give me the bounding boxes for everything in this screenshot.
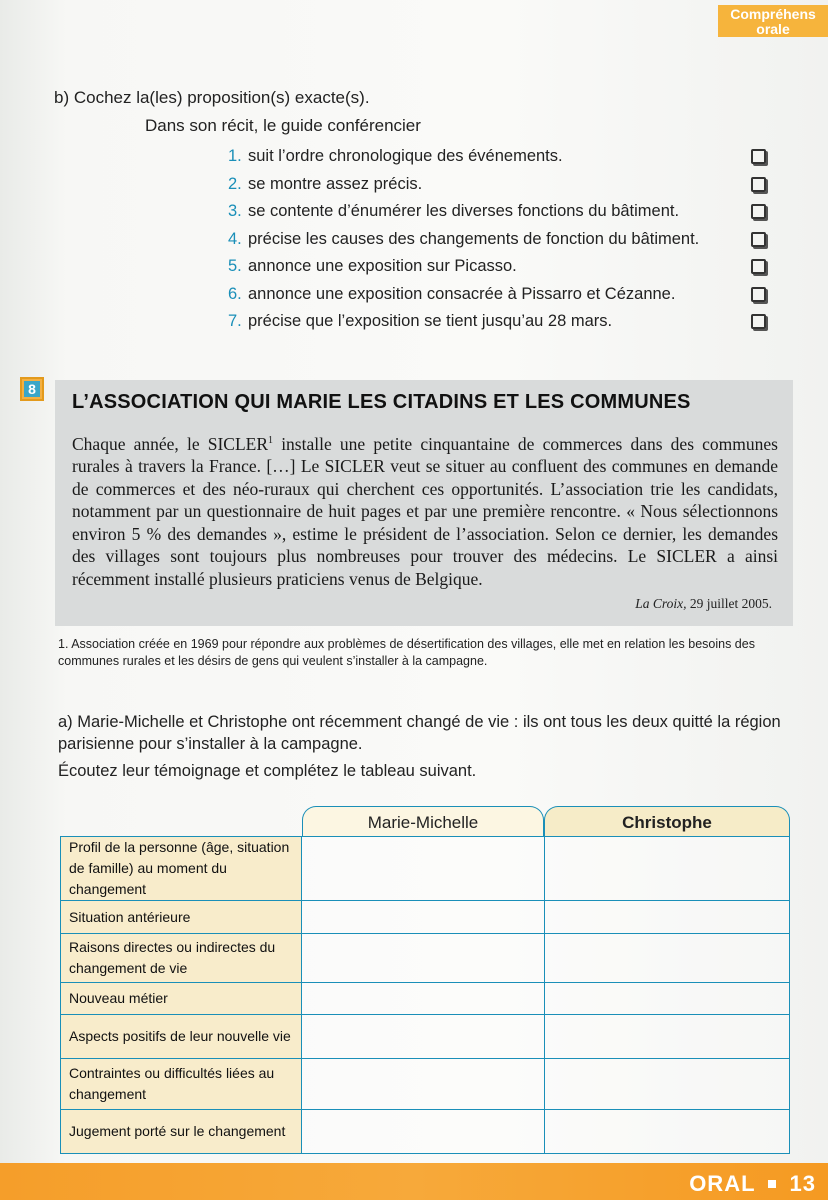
footer-section: ORAL xyxy=(689,1171,756,1196)
answer-cell-christophe[interactable] xyxy=(545,1110,790,1154)
answer-cell-marie-michelle[interactable] xyxy=(302,1110,545,1154)
answer-cell-christophe[interactable] xyxy=(545,934,790,983)
checkbox[interactable] xyxy=(751,149,766,164)
checkbox[interactable] xyxy=(751,204,766,219)
checkbox[interactable] xyxy=(751,177,766,192)
row-label: Profil de la personne (âge, situation de famille) au moment du changement xyxy=(61,837,302,901)
table-row xyxy=(61,934,790,983)
answer-cell-christophe[interactable] xyxy=(545,1059,790,1110)
option-number: 1. xyxy=(228,147,242,166)
checkbox[interactable] xyxy=(751,314,766,329)
option-text: se contente d’énumérer les diverses fonctions du bâtiment. xyxy=(248,202,680,221)
section-tab xyxy=(718,5,828,37)
question-a-instruction: Écoutez leur témoignage et complétez le tableau suivant. xyxy=(58,762,477,780)
column-header-marie-michelle: Marie-Michelle xyxy=(302,806,544,837)
answer-cell-marie-michelle[interactable] xyxy=(302,837,545,901)
section-tab-line2: orale xyxy=(756,21,790,37)
question-a-text: a) Marie-Michelle et Christophe ont récemment changé de vie : ils ont tous les deux quitté la région parisienne pour s’installer à la campagne. xyxy=(58,713,781,753)
answer-cell-christophe[interactable] xyxy=(545,983,790,1015)
footer xyxy=(689,1171,816,1197)
options-list xyxy=(228,143,768,336)
checkbox[interactable] xyxy=(751,259,766,274)
option-number: 6. xyxy=(228,284,242,303)
table-row xyxy=(61,1059,790,1110)
article-title: L’ASSOCIATION QUI MARIE LES CITADINS ET LES COMMUNES xyxy=(72,391,691,413)
table-row xyxy=(61,837,790,901)
answer-cell-marie-michelle[interactable] xyxy=(302,901,545,934)
table-row xyxy=(61,1015,790,1059)
option-text: se montre assez précis. xyxy=(248,174,423,193)
option-2 xyxy=(228,171,768,199)
answer-cell-marie-michelle[interactable] xyxy=(302,1059,545,1110)
option-text: précise que l’exposition se tient jusqu’au 28 mars. xyxy=(248,312,613,331)
column-header-christophe: Christophe xyxy=(544,806,790,837)
option-text: annonce une exposition sur Picasso. xyxy=(248,257,517,276)
row-label: Nouveau métier xyxy=(61,983,302,1015)
row-label: Raisons directes ou indirectes du changement de vie xyxy=(61,934,302,983)
option-3 xyxy=(228,198,768,226)
answer-cell-marie-michelle[interactable] xyxy=(302,983,545,1015)
answer-cell-christophe[interactable] xyxy=(545,837,790,901)
table-row xyxy=(61,901,790,934)
answer-table xyxy=(60,836,790,1154)
table-row xyxy=(61,1110,790,1154)
option-7 xyxy=(228,308,768,336)
square-bullet-icon xyxy=(768,1180,776,1188)
article-body-rest: installe une petite cinquantaine de commerces dans des communes rurales à travers la France. […] Le SICLER veut se situer au confluent des communes en demande de commerces et des néo-ruraux qui cherchent ces opportunités. L’association trie les candidats, notamment par un questionnaire de huit pages et par une première rencontre. « Nous sélectionnons environ 5 % des demandes », estime le président de l’association. Selon ce dernier, les demandes des villages sont toujours plus nombreuses pour trouver des médecins. Le SICLER a ainsi récemment installé plusieurs praticiens venus de Belgique. xyxy=(72,433,778,589)
row-label: Contraintes ou difficultés liées au changement xyxy=(61,1059,302,1110)
option-number: 2. xyxy=(228,174,242,193)
answer-cell-marie-michelle[interactable] xyxy=(302,1015,545,1059)
option-number: 5. xyxy=(228,257,242,276)
answer-cell-christophe[interactable] xyxy=(545,1015,790,1059)
article-source xyxy=(635,596,772,612)
option-6 xyxy=(228,281,768,309)
option-5 xyxy=(228,253,768,281)
option-number: 4. xyxy=(228,229,242,248)
option-text: annonce une exposition consacrée à Pissarro et Cézanne. xyxy=(248,284,676,303)
checkbox[interactable] xyxy=(751,232,766,247)
article-body-start: Chaque année, le SICLER xyxy=(72,433,269,454)
option-1 xyxy=(228,143,768,171)
answer-cell-christophe[interactable] xyxy=(545,901,790,934)
article-body xyxy=(72,430,778,590)
footnote-ref: 1 xyxy=(268,435,274,446)
row-label: Situation antérieure xyxy=(61,901,302,934)
option-text: suit l’ordre chronologique des événements. xyxy=(248,147,563,166)
question-b-intro: Dans son récit, le guide conférencier xyxy=(145,116,421,135)
answer-cell-marie-michelle[interactable] xyxy=(302,934,545,983)
exercise-number: 8 xyxy=(24,381,40,397)
section-tab-line1: Compréhens xyxy=(730,6,816,22)
page-number: 13 xyxy=(789,1171,816,1196)
source-date: 29 juillet 2005. xyxy=(686,596,772,611)
footnote: 1. Association créée en 1969 pour répondre aux problèmes de désertification des villages, elle met en relation les besoins des communes rurales et les désirs de gens qui veulent s’installer à la campagne. xyxy=(58,637,755,668)
exercise-number-badge xyxy=(20,377,44,401)
option-number: 3. xyxy=(228,202,242,221)
row-label: Jugement porté sur le changement xyxy=(61,1110,302,1154)
checkbox[interactable] xyxy=(751,287,766,302)
row-label: Aspects positifs de leur nouvelle vie xyxy=(61,1015,302,1059)
table-row xyxy=(61,983,790,1015)
option-number: 7. xyxy=(228,312,242,331)
option-4 xyxy=(228,226,768,254)
option-text: précise les causes des changements de fonction du bâtiment. xyxy=(248,229,700,248)
source-name: La Croix, xyxy=(635,596,687,611)
question-b-label: b) Cochez la(les) proposition(s) exacte(s). xyxy=(54,88,370,107)
